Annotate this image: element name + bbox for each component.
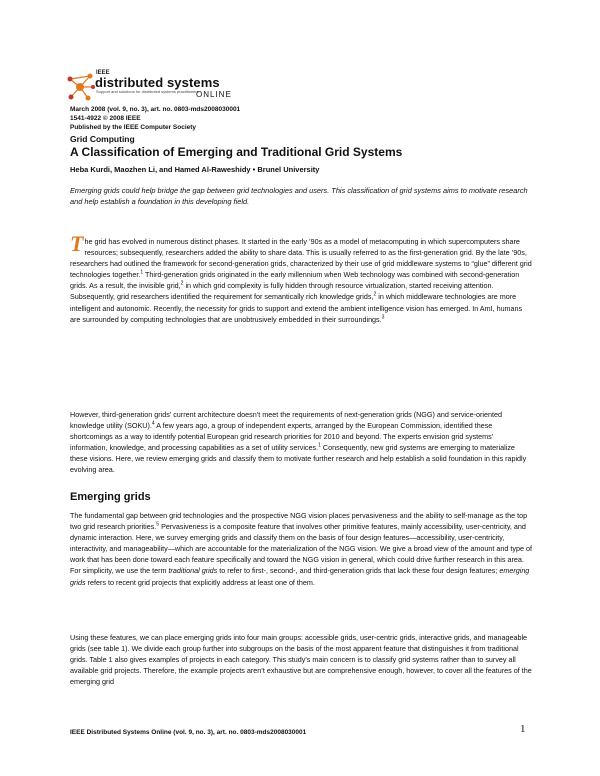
logo-online: ONLINE [196,90,232,99]
page-number: 1 [520,723,526,735]
emerging-paragraph-2: Using these features, we can place emerging grids into four main groups: accessible grids, user-centric grids, interactive grids, and manageable grids (see table 1). We divide each group further into subgroups on the basis of the most apparent feature that distinguishes it from traditional grids. Table 1 also gives examples of projects in each category. This study’s main concern is to classify grid systems rather than to survey all available grid projects. Therefore, the example projects aren’t exhaustive but are comprehensive enough, however, to cover all the features of the emerging grid [70,633,532,687]
article-title: A Classification of Emerging and Traditional Grid Systems [70,145,403,159]
publisher-line: Published by the IEEE Computer Society [70,124,197,131]
emerging-paragraph-1: The fundamental gap between grid technologies and the prospective NGG vision places pervasiveness and the ability to self-manage as the top two grid research priorities.$^5$ Pervasiveness is a composite feature that involves other primitive features, mainly accessibility, user-centricity, and dynamic interaction. Here, we survey emerging grids and classify them on the basis of four design features—accessibility, user-centricity, interactivity, and manageability—which are accountable for the materialization of the NGG vision. We give a broad view of the amount and type of work that has been done toward each feature specifically and toward the NGG vision in general, which could drive further research in this area. For simplicity, we use the term traditional grids to refer to first-, second-, and third-generation grids that lack these four design features; emerging grids refers to recent grid projects that explicitly address at least one of them. [70,511,532,587]
intro-paragraph-1: The grid has evolved in numerous distinct phases. It started in the early ’90s as a model of metacomputing in which supercomputers share resources; subsequently, researchers added the ability to share data. This is usually referred to as the first-generation grid. By the late ’90s, researchers had outlined the framework for second-generation grids, characterized by their use of grid middleware systems to “glue” different grid technologies together.$^1$ Third-generation grids originated in the early millennium when Web technology was combined with second-generation grids. As a result, the invisible grid,$^2$ in which grid complexity is fully hidden through resource virtualization, started receiving attention. Subsequently, grid researchers identified the requirement for semantically rich knowledge grids,$^2$ in which middleware technologies are more intelligent and autonomic. Recently, the necessity for grids to support and extend the ambient intelligence vision has emerged. In AmI, humans are surrounded by computing technologies that are unobtrusively embedded in their surroundings.$^3$ [70,231,532,324]
abstract: Emerging grids could help bridge the gap between grid technologies and users. This classification of grid systems aims to motivate research and help establish a foundation in this developing field. [70,186,528,206]
copyright-line: 1541-4922 © 2008 IEEE [70,115,141,122]
section-heading-emerging-grids: Emerging grids [70,491,151,503]
issue-line: March 2008 (vol. 9, no. 3), art. no. 0803-mds2008030001 [70,106,241,113]
logo-tagline: Support and solutions for distributed systems practitioners [96,89,199,94]
network-logo-icon [66,70,96,104]
authors: Heba Kurdi, Maozhen Li, and Hamed Al-Raweshidy • Brunel University [70,165,320,174]
drop-cap: T [70,231,84,256]
section-kicker: Grid Computing [70,134,135,144]
ieee-dso-logo [66,70,236,104]
logo-title: distributed systems [95,75,220,90]
footer-citation: IEEE Distributed Systems Online (vol. 9, no. 3), art. no. 0803-mds2008030001 [70,729,307,736]
intro-paragraph-2: However, third-generation grids’ current architecture doesn’t meet the requirements of next-generation grids (NGG) and service-oriented knowledge utility (SOKU).$^4$ A few years ago, a group of independent experts, arranged by the European Commission, identified these shortcomings as a way to identify potential European grid research priorities for 2010 and beyond. The experts envision grid systems’ information, knowledge, and processing capabilities as a set of utility services.$^1$ Consequently, new grid systems are emerging to materialize these visions. Here, we review emerging grids and classify them to motivate further research and help establish a solid foundation in this rapidly evolving area. [70,410,527,475]
logo-ieee: IEEE [96,70,110,76]
